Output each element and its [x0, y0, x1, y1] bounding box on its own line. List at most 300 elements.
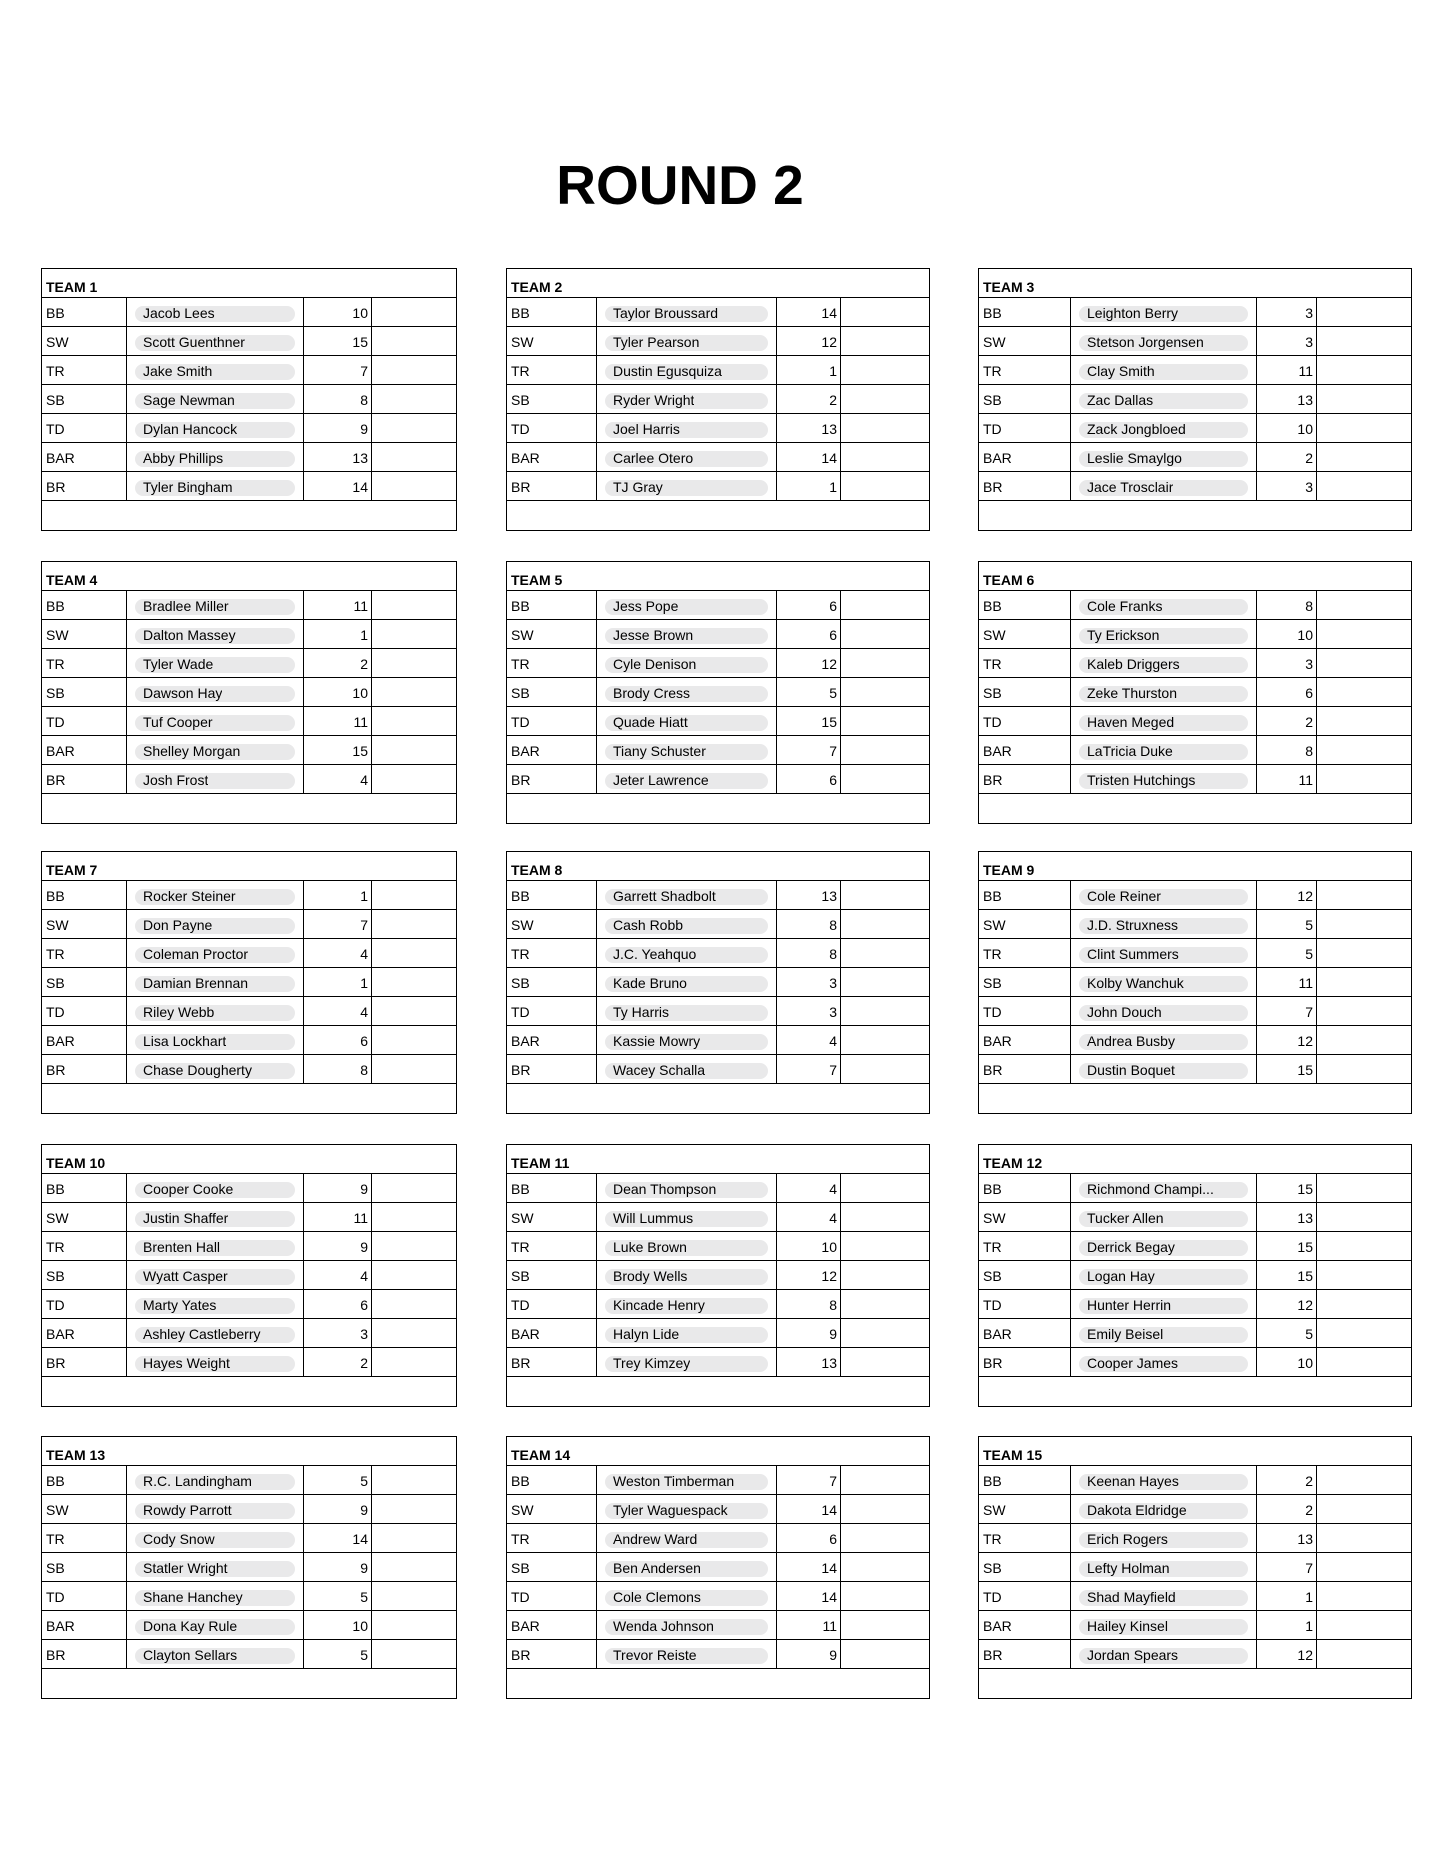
- table-row: [979, 910, 1411, 939]
- score-cell[interactable]: [371, 1348, 456, 1376]
- table-row: [42, 443, 456, 472]
- contestant-name: Cole Reiner: [1087, 888, 1161, 904]
- contestant-name-cell[interactable]: [1070, 997, 1256, 1025]
- contestant-name: Logan Hay: [1087, 1268, 1155, 1284]
- contestant-name-cell[interactable]: [1070, 765, 1256, 793]
- contestant-name-cell[interactable]: [596, 1582, 776, 1610]
- score-cell[interactable]: [840, 1348, 929, 1376]
- contestant-name-cell[interactable]: [596, 414, 776, 442]
- contestant-name-cell[interactable]: [126, 443, 303, 471]
- score-cell[interactable]: [371, 1319, 456, 1347]
- draw-number-cell: 14: [303, 472, 371, 500]
- score-cell[interactable]: [1316, 620, 1411, 648]
- contestant-name: Keenan Hayes: [1087, 1473, 1179, 1489]
- contestant-name-cell[interactable]: [1070, 736, 1256, 764]
- contestant-name-cell[interactable]: [126, 1055, 303, 1083]
- score-cell[interactable]: [840, 1319, 929, 1347]
- contestant-name-cell[interactable]: [126, 1524, 303, 1552]
- contestant-name: Trevor Reiste: [613, 1647, 697, 1663]
- contestant-name-cell[interactable]: [596, 1553, 776, 1581]
- score-cell[interactable]: [840, 736, 929, 764]
- position-cell: BB: [511, 598, 530, 614]
- score-cell[interactable]: [840, 649, 929, 677]
- contestant-name-cell[interactable]: [126, 1319, 303, 1347]
- contestant-name-cell[interactable]: [596, 1290, 776, 1318]
- contestant-name-cell[interactable]: [126, 1203, 303, 1231]
- score-cell[interactable]: [1316, 591, 1411, 619]
- contestant-name: Taylor Broussard: [613, 305, 719, 321]
- contestant-name: Brody Wells: [613, 1268, 688, 1284]
- contestant-name-cell[interactable]: [126, 414, 303, 442]
- score-cell[interactable]: [840, 1026, 929, 1054]
- score-cell[interactable]: [840, 1524, 929, 1552]
- contestant-name-cell[interactable]: [596, 968, 776, 996]
- score-cell[interactable]: [840, 1203, 929, 1231]
- contestant-name-cell[interactable]: [1070, 1524, 1256, 1552]
- draw-number-cell: 12: [1256, 881, 1316, 909]
- contestant-name-cell[interactable]: [1070, 1261, 1256, 1289]
- position-cell: BB: [511, 888, 530, 904]
- score-cell[interactable]: [371, 1026, 456, 1054]
- contestant-name-cell[interactable]: [1070, 1582, 1256, 1610]
- position-cell: BAR: [983, 1033, 1012, 1049]
- contestant-name-cell[interactable]: [126, 1611, 303, 1639]
- score-cell[interactable]: [371, 1495, 456, 1523]
- contestant-name-cell[interactable]: [1070, 910, 1256, 938]
- score-cell[interactable]: [371, 1174, 456, 1202]
- score-cell[interactable]: [840, 678, 929, 706]
- score-cell[interactable]: [1316, 649, 1411, 677]
- score-cell[interactable]: [1316, 910, 1411, 938]
- position-cell: SW: [983, 334, 1006, 350]
- score-cell[interactable]: [1316, 1524, 1411, 1552]
- position-cell: SB: [511, 1268, 530, 1284]
- contestant-name-cell[interactable]: [126, 591, 303, 619]
- contestant-name-cell[interactable]: [126, 997, 303, 1025]
- contestant-name-cell[interactable]: [1070, 620, 1256, 648]
- score-cell[interactable]: [1316, 1026, 1411, 1054]
- contestant-name-cell[interactable]: [126, 707, 303, 735]
- score-cell[interactable]: [371, 736, 456, 764]
- draw-number-cell: 5: [1256, 939, 1316, 967]
- table-row: [979, 385, 1411, 414]
- score-cell[interactable]: [840, 443, 929, 471]
- contestant-name-cell[interactable]: [596, 678, 776, 706]
- contestant-name-cell[interactable]: [596, 1319, 776, 1347]
- score-cell[interactable]: [840, 1290, 929, 1318]
- position-cell: TR: [511, 1531, 530, 1547]
- score-cell[interactable]: [840, 1466, 929, 1494]
- score-cell[interactable]: [840, 765, 929, 793]
- contestant-name-cell[interactable]: [1070, 1348, 1256, 1376]
- position-cell: SB: [46, 975, 65, 991]
- contestant-name-cell[interactable]: [1070, 939, 1256, 967]
- draw-number-cell: 6: [1256, 678, 1316, 706]
- contestant-name-cell[interactable]: [126, 356, 303, 384]
- draw-number-cell: 6: [303, 1290, 371, 1318]
- table-row: [507, 678, 929, 707]
- score-cell[interactable]: [840, 881, 929, 909]
- table-row: [979, 1640, 1411, 1669]
- contestant-name: Dawson Hay: [143, 685, 223, 701]
- score-cell[interactable]: [371, 968, 456, 996]
- contestant-name-cell[interactable]: [126, 1582, 303, 1610]
- contestant-name-cell[interactable]: [126, 1466, 303, 1494]
- contestant-name-cell[interactable]: [1070, 1203, 1256, 1231]
- contestant-name-cell[interactable]: [596, 939, 776, 967]
- score-cell[interactable]: [1316, 1174, 1411, 1202]
- contestant-name-cell[interactable]: [1070, 707, 1256, 735]
- score-cell[interactable]: [371, 1611, 456, 1639]
- score-cell[interactable]: [1316, 1203, 1411, 1231]
- contestant-name-cell[interactable]: [596, 1611, 776, 1639]
- contestant-name-cell[interactable]: [126, 620, 303, 648]
- table-row: [42, 1290, 456, 1319]
- contestant-name: Tyler Wade: [143, 656, 214, 672]
- score-cell[interactable]: [1316, 736, 1411, 764]
- draw-number-cell: 7: [776, 1055, 840, 1083]
- contestant-name: Halyn Lide: [613, 1326, 680, 1342]
- contestant-name-cell[interactable]: [126, 765, 303, 793]
- contestant-name: Kaleb Driggers: [1087, 656, 1180, 672]
- contestant-name-cell[interactable]: [126, 968, 303, 996]
- contestant-name-cell[interactable]: [126, 1640, 303, 1668]
- contestant-name-cell[interactable]: [126, 472, 303, 500]
- contestant-name-cell[interactable]: [596, 910, 776, 938]
- contestant-name-cell[interactable]: [596, 1026, 776, 1054]
- score-cell[interactable]: [371, 472, 456, 500]
- score-cell[interactable]: [371, 910, 456, 938]
- score-cell[interactable]: [840, 472, 929, 500]
- score-cell[interactable]: [371, 678, 456, 706]
- contestant-name-cell[interactable]: [126, 1174, 303, 1202]
- draw-number-cell: 9: [303, 1232, 371, 1260]
- score-cell[interactable]: [371, 591, 456, 619]
- score-cell[interactable]: [840, 939, 929, 967]
- position-cell: BR: [46, 479, 66, 495]
- table-row: [42, 1232, 456, 1261]
- score-cell[interactable]: [371, 1640, 456, 1668]
- score-cell[interactable]: [1316, 765, 1411, 793]
- team-table: [978, 561, 1412, 824]
- table-row: [507, 472, 929, 501]
- contestant-name-cell[interactable]: [596, 649, 776, 677]
- score-cell[interactable]: [1316, 443, 1411, 471]
- team-table: [506, 561, 930, 824]
- score-cell[interactable]: [840, 968, 929, 996]
- contestant-name: Dylan Hancock: [143, 421, 238, 437]
- table-row: [507, 649, 929, 678]
- position-cell: BR: [983, 1647, 1003, 1663]
- contestant-name-cell[interactable]: [596, 1174, 776, 1202]
- draw-number-cell: 2: [1256, 707, 1316, 735]
- contestant-name-cell[interactable]: [1070, 591, 1256, 619]
- table-row: [979, 1582, 1411, 1611]
- contestant-name-cell[interactable]: [126, 1553, 303, 1581]
- contestant-name-cell[interactable]: [1070, 1495, 1256, 1523]
- score-cell[interactable]: [1316, 298, 1411, 326]
- score-cell[interactable]: [371, 881, 456, 909]
- position-cell: BR: [511, 772, 531, 788]
- contestant-name-cell[interactable]: [596, 1261, 776, 1289]
- contestant-name-cell[interactable]: [1070, 649, 1256, 677]
- contestant-name: Dustin Egusquiza: [613, 363, 722, 379]
- contestant-name-cell[interactable]: [596, 1232, 776, 1260]
- position-cell: SB: [983, 685, 1002, 701]
- team-header: TEAM 12: [979, 1145, 1411, 1174]
- score-cell[interactable]: [1316, 1232, 1411, 1260]
- contestant-name-cell[interactable]: [126, 1232, 303, 1260]
- score-cell[interactable]: [1316, 356, 1411, 384]
- contestant-name-cell[interactable]: [596, 1640, 776, 1668]
- contestant-name: Carlee Otero: [613, 450, 694, 466]
- team-table: [506, 1144, 930, 1407]
- contestant-name-cell[interactable]: [596, 736, 776, 764]
- score-cell[interactable]: [371, 620, 456, 648]
- position-cell: BAR: [983, 450, 1012, 466]
- position-cell: SW: [46, 334, 69, 350]
- score-cell[interactable]: [1316, 1611, 1411, 1639]
- contestant-name-cell[interactable]: [1070, 1026, 1256, 1054]
- position-cell: TR: [983, 656, 1002, 672]
- score-cell[interactable]: [371, 1261, 456, 1289]
- contestant-name-cell[interactable]: [126, 1026, 303, 1054]
- draw-number-cell: 11: [776, 1611, 840, 1639]
- score-cell[interactable]: [371, 1466, 456, 1494]
- score-cell[interactable]: [371, 356, 456, 384]
- contestant-name-cell[interactable]: [126, 1261, 303, 1289]
- table-row: [507, 765, 929, 794]
- draw-number-cell: 15: [776, 707, 840, 735]
- contestant-name-cell[interactable]: [1070, 327, 1256, 355]
- contestant-name-cell[interactable]: [596, 1524, 776, 1552]
- table-row: [979, 472, 1411, 501]
- score-cell[interactable]: [840, 1553, 929, 1581]
- score-cell[interactable]: [371, 443, 456, 471]
- contestant-name: Zeke Thurston: [1087, 685, 1178, 701]
- contestant-name-cell[interactable]: [596, 997, 776, 1025]
- table-row: [42, 939, 456, 968]
- score-cell[interactable]: [1316, 939, 1411, 967]
- draw-number-cell: 8: [776, 939, 840, 967]
- score-cell[interactable]: [1316, 414, 1411, 442]
- score-cell[interactable]: [840, 1174, 929, 1202]
- contestant-name-cell[interactable]: [1070, 1232, 1256, 1260]
- contestant-name: Josh Frost: [143, 772, 209, 788]
- contestant-name-cell[interactable]: [126, 939, 303, 967]
- contestant-name-cell[interactable]: [126, 385, 303, 413]
- score-cell[interactable]: [840, 1495, 929, 1523]
- score-cell[interactable]: [840, 997, 929, 1025]
- score-cell[interactable]: [1316, 1348, 1411, 1376]
- table-row: [42, 1026, 456, 1055]
- score-cell[interactable]: [371, 1055, 456, 1083]
- score-cell[interactable]: [840, 1582, 929, 1610]
- score-cell[interactable]: [840, 1055, 929, 1083]
- contestant-name-cell[interactable]: [126, 1495, 303, 1523]
- contestant-name-cell[interactable]: [596, 765, 776, 793]
- contestant-name-cell[interactable]: [126, 1290, 303, 1318]
- contestant-name-cell[interactable]: [596, 298, 776, 326]
- draw-number-cell: 6: [303, 1026, 371, 1054]
- score-cell[interactable]: [840, 620, 929, 648]
- score-cell[interactable]: [371, 707, 456, 735]
- contestant-name-cell[interactable]: [1070, 1553, 1256, 1581]
- score-cell[interactable]: [371, 649, 456, 677]
- draw-number-cell: 11: [1256, 765, 1316, 793]
- contestant-name: Sage Newman: [143, 392, 235, 408]
- score-cell[interactable]: [371, 1290, 456, 1318]
- score-cell[interactable]: [371, 1582, 456, 1610]
- position-cell: BB: [983, 305, 1002, 321]
- contestant-name-cell[interactable]: [596, 1466, 776, 1494]
- contestant-name-cell[interactable]: [1070, 1319, 1256, 1347]
- score-cell[interactable]: [840, 327, 929, 355]
- contestant-name-cell[interactable]: [1070, 414, 1256, 442]
- score-cell[interactable]: [371, 385, 456, 413]
- contestant-name-cell[interactable]: [1070, 1640, 1256, 1668]
- score-cell[interactable]: [1316, 1261, 1411, 1289]
- position-cell: SB: [983, 1268, 1002, 1284]
- table-row: [507, 736, 929, 765]
- contestant-name-cell[interactable]: [596, 707, 776, 735]
- contestant-name-cell[interactable]: [596, 881, 776, 909]
- contestant-name-cell[interactable]: [596, 385, 776, 413]
- contestant-name-cell[interactable]: [596, 1348, 776, 1376]
- contestant-name-cell[interactable]: [596, 1203, 776, 1231]
- contestant-name-cell[interactable]: [1070, 298, 1256, 326]
- score-cell[interactable]: [1316, 678, 1411, 706]
- contestant-name-cell[interactable]: [1070, 1174, 1256, 1202]
- contestant-name-cell[interactable]: [126, 327, 303, 355]
- table-row: [42, 910, 456, 939]
- contestant-name-cell[interactable]: [1070, 356, 1256, 384]
- score-cell[interactable]: [1316, 1055, 1411, 1083]
- score-cell[interactable]: [840, 591, 929, 619]
- score-cell[interactable]: [1316, 968, 1411, 996]
- contestant-name-cell[interactable]: [126, 298, 303, 326]
- contestant-name-cell[interactable]: [596, 620, 776, 648]
- score-cell[interactable]: [840, 356, 929, 384]
- contestant-name-cell[interactable]: [126, 881, 303, 909]
- contestant-name-cell[interactable]: [1070, 385, 1256, 413]
- contestant-name: Weston Timberman: [613, 1473, 735, 1489]
- contestant-name-cell[interactable]: [1070, 472, 1256, 500]
- score-cell[interactable]: [840, 385, 929, 413]
- contestant-name-cell[interactable]: [1070, 1055, 1256, 1083]
- contestant-name-cell[interactable]: [1070, 968, 1256, 996]
- score-cell[interactable]: [1316, 385, 1411, 413]
- score-cell[interactable]: [371, 939, 456, 967]
- position-cell: SB: [511, 685, 530, 701]
- score-cell[interactable]: [840, 1640, 929, 1668]
- contestant-name-cell[interactable]: [596, 327, 776, 355]
- contestant-name-cell[interactable]: [1070, 1611, 1256, 1639]
- score-cell[interactable]: [1316, 881, 1411, 909]
- score-cell[interactable]: [840, 707, 929, 735]
- score-cell[interactable]: [1316, 1466, 1411, 1494]
- score-cell[interactable]: [371, 1553, 456, 1581]
- contestant-name-cell[interactable]: [596, 443, 776, 471]
- contestant-name-cell[interactable]: [596, 1495, 776, 1523]
- table-row: [42, 1495, 456, 1524]
- table-row-blank: [507, 501, 929, 530]
- contestant-name-cell[interactable]: [126, 910, 303, 938]
- score-cell[interactable]: [1316, 327, 1411, 355]
- score-cell[interactable]: [371, 414, 456, 442]
- contestant-name-cell[interactable]: [596, 591, 776, 619]
- contestant-name-cell[interactable]: [126, 678, 303, 706]
- contestant-name-cell[interactable]: [1070, 1290, 1256, 1318]
- position-cell: BB: [983, 888, 1002, 904]
- contestant-name: Tuf Cooper: [143, 714, 213, 730]
- score-cell[interactable]: [840, 1232, 929, 1260]
- score-cell[interactable]: [371, 1232, 456, 1260]
- position-cell: BAR: [511, 1326, 540, 1342]
- contestant-name-cell[interactable]: [126, 649, 303, 677]
- contestant-name-cell[interactable]: [1070, 881, 1256, 909]
- contestant-name-cell[interactable]: [126, 736, 303, 764]
- score-cell[interactable]: [371, 765, 456, 793]
- score-cell[interactable]: [371, 997, 456, 1025]
- contestant-name-cell[interactable]: [1070, 1466, 1256, 1494]
- score-cell[interactable]: [840, 298, 929, 326]
- score-cell[interactable]: [1316, 1290, 1411, 1318]
- contestant-name-cell[interactable]: [596, 356, 776, 384]
- table-row: [979, 968, 1411, 997]
- contestant-name-cell[interactable]: [1070, 678, 1256, 706]
- position-cell: TR: [511, 946, 530, 962]
- team-table: [41, 1144, 457, 1407]
- table-row-blank: [42, 1377, 456, 1406]
- score-cell[interactable]: [840, 1611, 929, 1639]
- score-cell[interactable]: [371, 1524, 456, 1552]
- score-cell[interactable]: [1316, 1553, 1411, 1581]
- position-cell: BB: [46, 1473, 65, 1489]
- score-cell[interactable]: [840, 1261, 929, 1289]
- draw-number-cell: 8: [303, 385, 371, 413]
- score-cell[interactable]: [1316, 1319, 1411, 1347]
- score-cell[interactable]: [1316, 1582, 1411, 1610]
- position-cell: BB: [46, 305, 65, 321]
- position-cell: BAR: [983, 1618, 1012, 1634]
- score-cell[interactable]: [371, 1203, 456, 1231]
- draw-number-cell: 11: [303, 1203, 371, 1231]
- score-cell[interactable]: [371, 327, 456, 355]
- score-cell[interactable]: [1316, 1640, 1411, 1668]
- score-cell[interactable]: [1316, 472, 1411, 500]
- position-cell: SW: [46, 1210, 69, 1226]
- contestant-name: Shane Hanchey: [143, 1589, 243, 1605]
- score-cell[interactable]: [1316, 707, 1411, 735]
- contestant-name: Cole Franks: [1087, 598, 1163, 614]
- position-cell: TD: [983, 1297, 1002, 1313]
- score-cell[interactable]: [371, 298, 456, 326]
- contestant-name-cell[interactable]: [596, 1055, 776, 1083]
- score-cell[interactable]: [840, 414, 929, 442]
- table-row: [507, 1261, 929, 1290]
- contestant-name-cell[interactable]: [126, 1348, 303, 1376]
- score-cell[interactable]: [1316, 1495, 1411, 1523]
- draw-number-cell: 14: [303, 1524, 371, 1552]
- contestant-name-cell[interactable]: [1070, 443, 1256, 471]
- contestant-name-cell[interactable]: [596, 472, 776, 500]
- position-cell: TR: [511, 1239, 530, 1255]
- score-cell[interactable]: [1316, 997, 1411, 1025]
- position-cell: TR: [46, 1239, 65, 1255]
- position-cell: TD: [983, 714, 1002, 730]
- score-cell[interactable]: [840, 910, 929, 938]
